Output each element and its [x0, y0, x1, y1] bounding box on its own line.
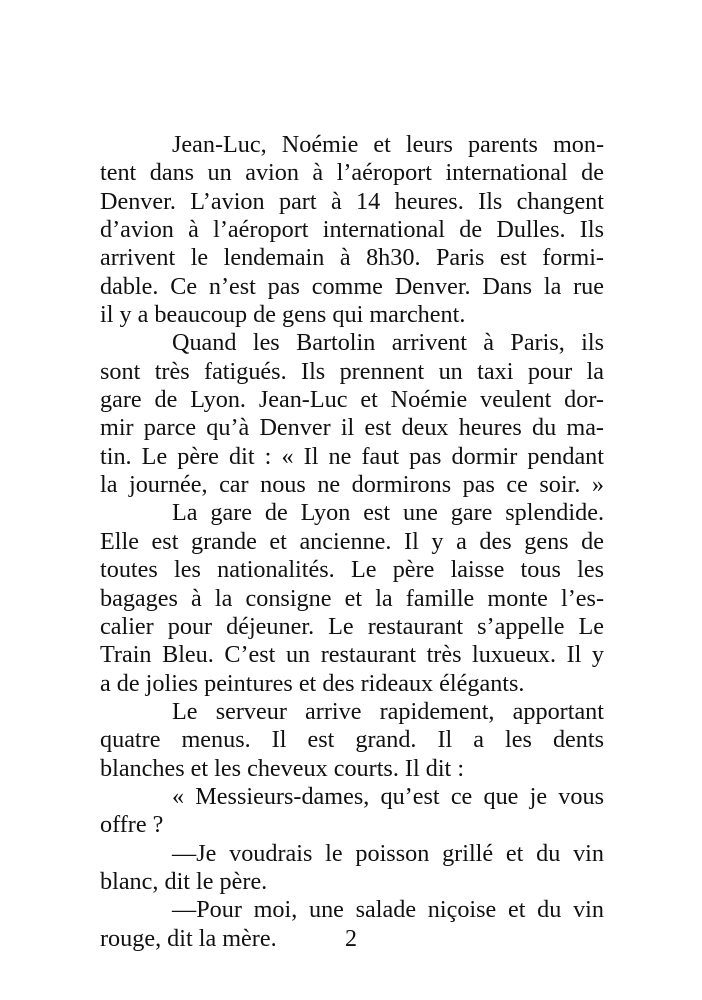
text-line: Denver. L’avion part à 14 heures. Ils changent [100, 187, 604, 215]
text-line: gare de Lyon. Jean-Luc et Noémie veulent dor- [100, 386, 604, 414]
text-line: tin. Le père dit : « Il ne faut pas dormir pendant [100, 442, 604, 470]
text-line: offre ? [100, 811, 164, 839]
page-body [100, 131, 604, 953]
text-line: d’avion à l’aéroport international de Dulles. Ils [100, 216, 604, 244]
text-line: —Pour moi, une salade niçoise et du vin [172, 896, 604, 924]
text-line: bagages à la consigne et la famille monte l’es- [100, 584, 604, 612]
text-line: Le serveur arrive rapidement, apportant [172, 697, 604, 725]
text-line: Elle est grande et ancienne. Il y a des gens de [100, 527, 604, 555]
text-line: blanc, dit le père. [100, 867, 268, 895]
text-line: Quand les Bartolin arrivent à Paris, ils [172, 329, 604, 357]
text-line: Jean-Luc, Noémie et leurs parents mon- [172, 131, 604, 158]
text-line: toutes les nationalités. Le père laisse tous les [100, 556, 604, 584]
text-line: rouge, dit la mère. [100, 924, 277, 952]
page-number: 2 [345, 926, 357, 952]
text-line: sont très fatigués. Ils prennent un taxi pour la [100, 357, 604, 385]
text-line: il y a beaucoup de gens qui marchent. [100, 301, 466, 329]
text-line: a de jolies peintures et des rideaux élégants. [100, 669, 525, 697]
text-line: dable. Ce n’est pas comme Denver. Dans la rue [100, 272, 604, 300]
text-line: tent dans un avion à l’aéroport international de [100, 159, 604, 187]
text-line: arrivent le lendemain à 8h30. Paris est formi- [100, 244, 604, 272]
text-line: —Je voudrais le poisson grillé et du vin [172, 839, 604, 867]
text-line: quatre menus. Il est grand. Il a les dents [100, 726, 604, 754]
text-line: La gare de Lyon est une gare splendide. [172, 499, 604, 527]
text-line: la journée, car nous ne dormirons pas ce soir. » [100, 471, 604, 499]
text-line: blanches et les cheveux courts. Il dit : [100, 754, 465, 782]
text-line: mir parce qu’à Denver il est deux heures du ma- [100, 414, 604, 442]
text-line: « Messieurs-dames, qu’est ce que je vous [172, 782, 604, 810]
text-line: calier pour déjeuner. Le restaurant s’appelle Le [100, 612, 604, 640]
text-line: Train Bleu. C’est un restaurant très luxueux. Il y [100, 641, 604, 669]
